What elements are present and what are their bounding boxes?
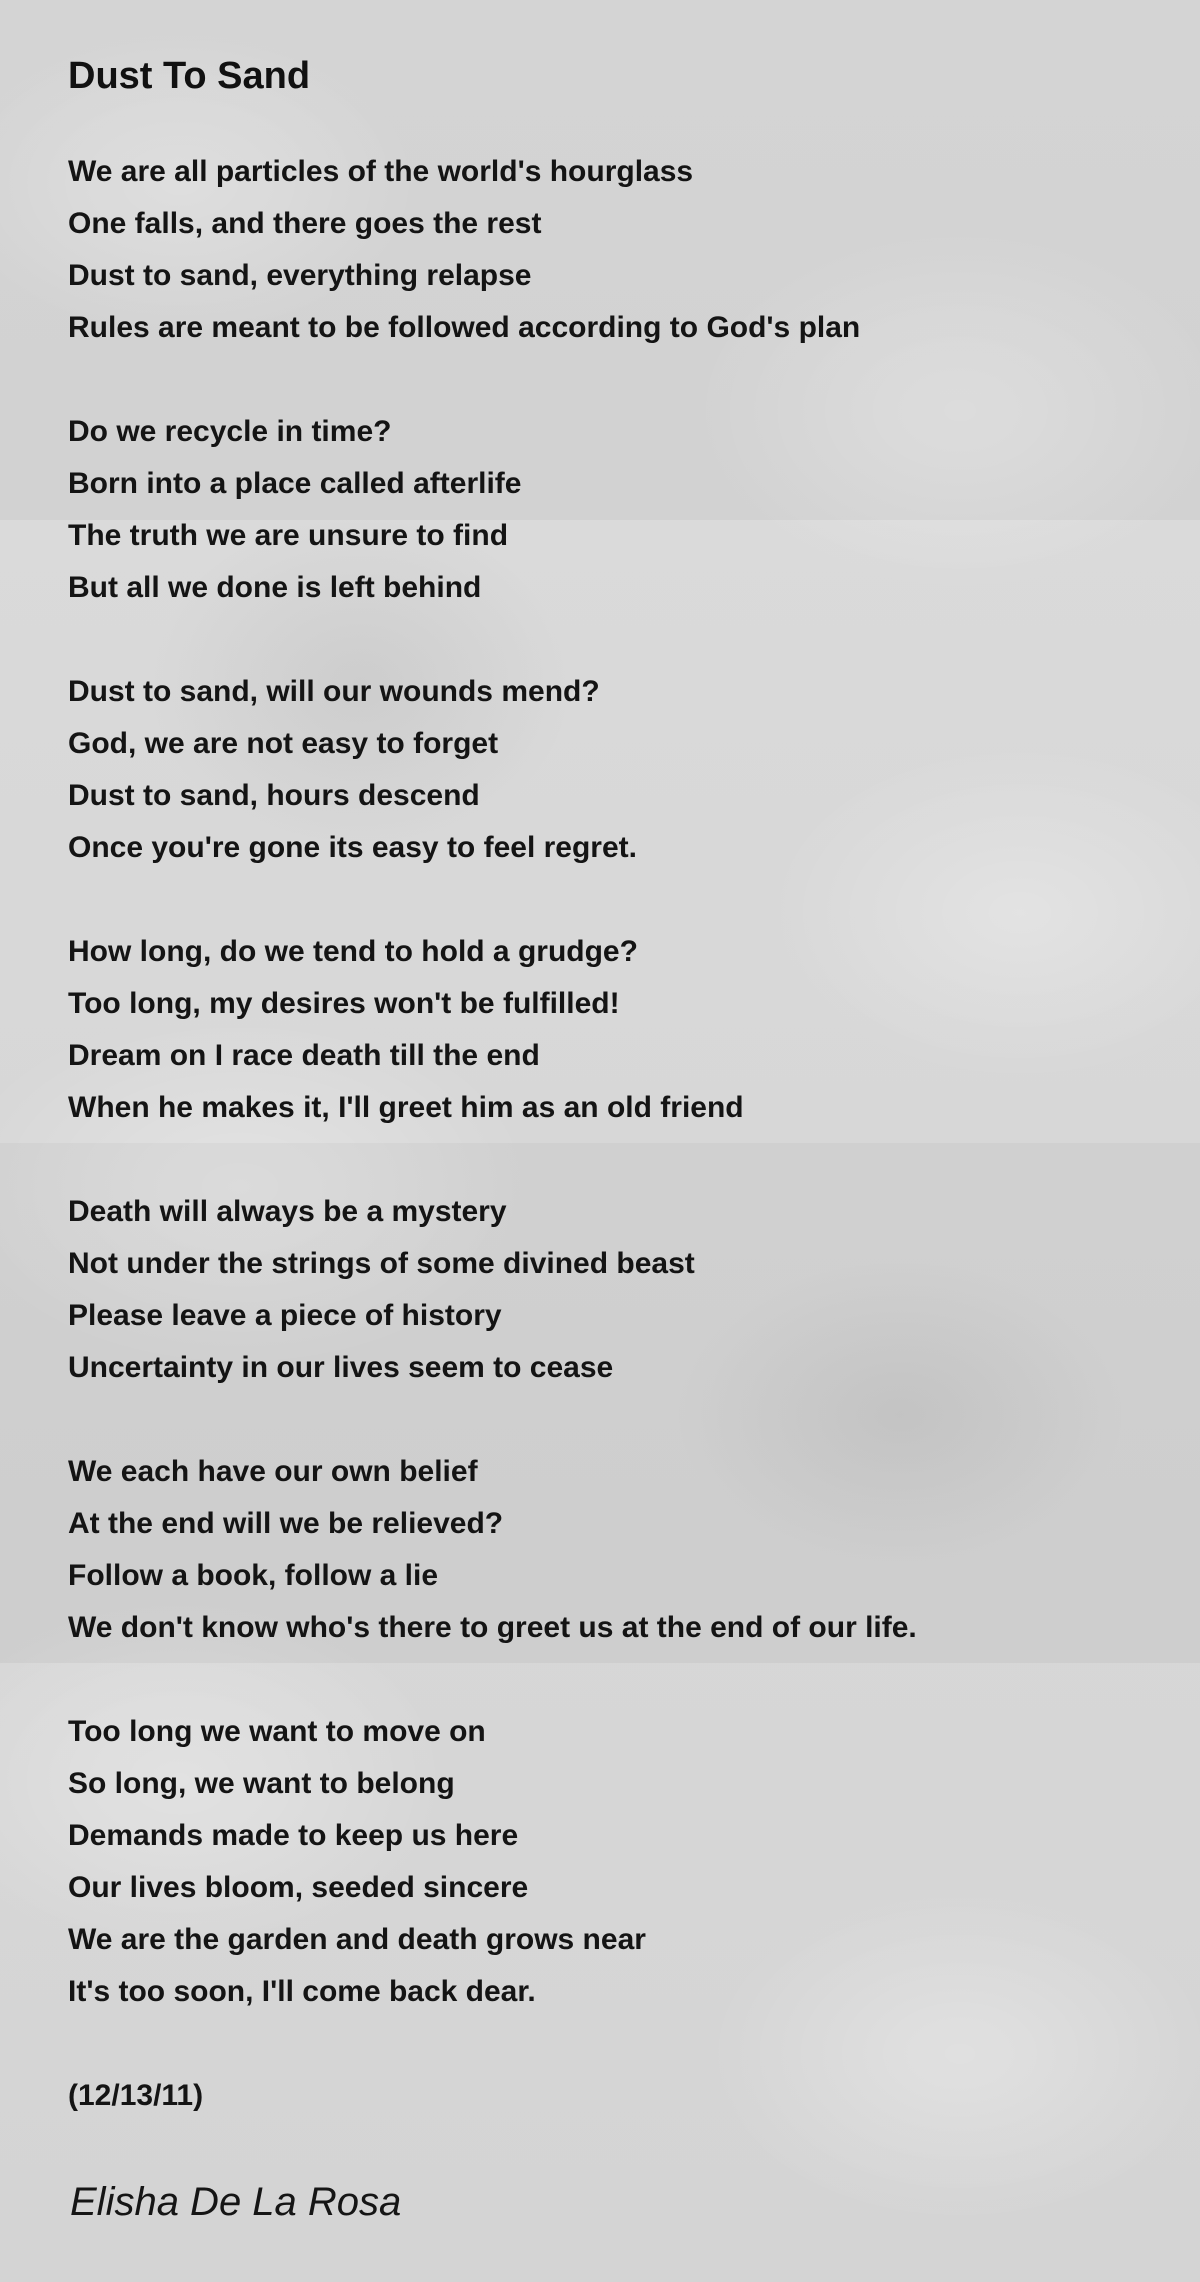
poem-line: Follow a book, follow a lie [68, 1559, 439, 1592]
poem-date: (12/13/11) [68, 2079, 204, 2112]
poem-line: Death will always be a mystery [68, 1195, 507, 1228]
stanza [68, 406, 1168, 614]
poem-author: Elisha De La Rosa [70, 2180, 402, 2224]
stanza [68, 1706, 1168, 2018]
poem-line: Rules are meant to be followed according to God's plan [68, 311, 861, 344]
poem-line: God, we are not easy to forget [68, 727, 499, 760]
poem-line: We are all particles of the world's hourglass [68, 155, 694, 188]
poem-line: When he makes it, I'll greet him as an old friend [68, 1091, 744, 1124]
poem-line: Too long we want to move on [68, 1715, 486, 1748]
poem-line: We don't know who's there to greet us at the end of our life. [68, 1611, 917, 1644]
poem-line: We each have our own belief [68, 1455, 478, 1488]
poem-line: Not under the strings of some divined beast [68, 1247, 695, 1280]
stanza [68, 666, 1168, 874]
poem-line: Too long, my desires won't be fulfilled! [68, 987, 620, 1020]
poem-line: But all we done is left behind [68, 571, 482, 604]
poem-line: It's too soon, I'll come back dear. [68, 1975, 536, 2008]
poem-line: Do we recycle in time? [68, 415, 392, 448]
poem-line: Born into a place called afterlife [68, 467, 522, 500]
poem-line: Once you're gone its easy to feel regret. [68, 831, 637, 864]
poem-line: One falls, and there goes the rest [68, 207, 542, 240]
poem-line: Dust to sand, everything relapse [68, 259, 532, 292]
poem-line: Uncertainty in our lives seem to cease [68, 1351, 614, 1384]
poem-line: At the end will we be relieved? [68, 1507, 504, 1540]
poem-line: Our lives bloom, seeded sincere [68, 1871, 529, 1904]
stanza [68, 926, 1168, 1134]
stanza [68, 146, 1168, 354]
poem-line: We are the garden and death grows near [68, 1923, 646, 1956]
poem-line: Dust to sand, will our wounds mend? [68, 675, 600, 708]
stanza [68, 1446, 1168, 1654]
poem-line: Dream on I race death till the end [68, 1039, 540, 1072]
poem-line: So long, we want to belong [68, 1767, 455, 1800]
poem-line: How long, do we tend to hold a grudge? [68, 935, 638, 968]
poem-line: Please leave a piece of history [68, 1299, 502, 1332]
poem-line: Dust to sand, hours descend [68, 779, 480, 812]
poem-card [68, 48, 1168, 2230]
poem-title: Dust To Sand [68, 55, 311, 97]
stanza [68, 1186, 1168, 1394]
poem-line: Demands made to keep us here [68, 1819, 519, 1852]
poem-line: The truth we are unsure to find [68, 519, 509, 552]
